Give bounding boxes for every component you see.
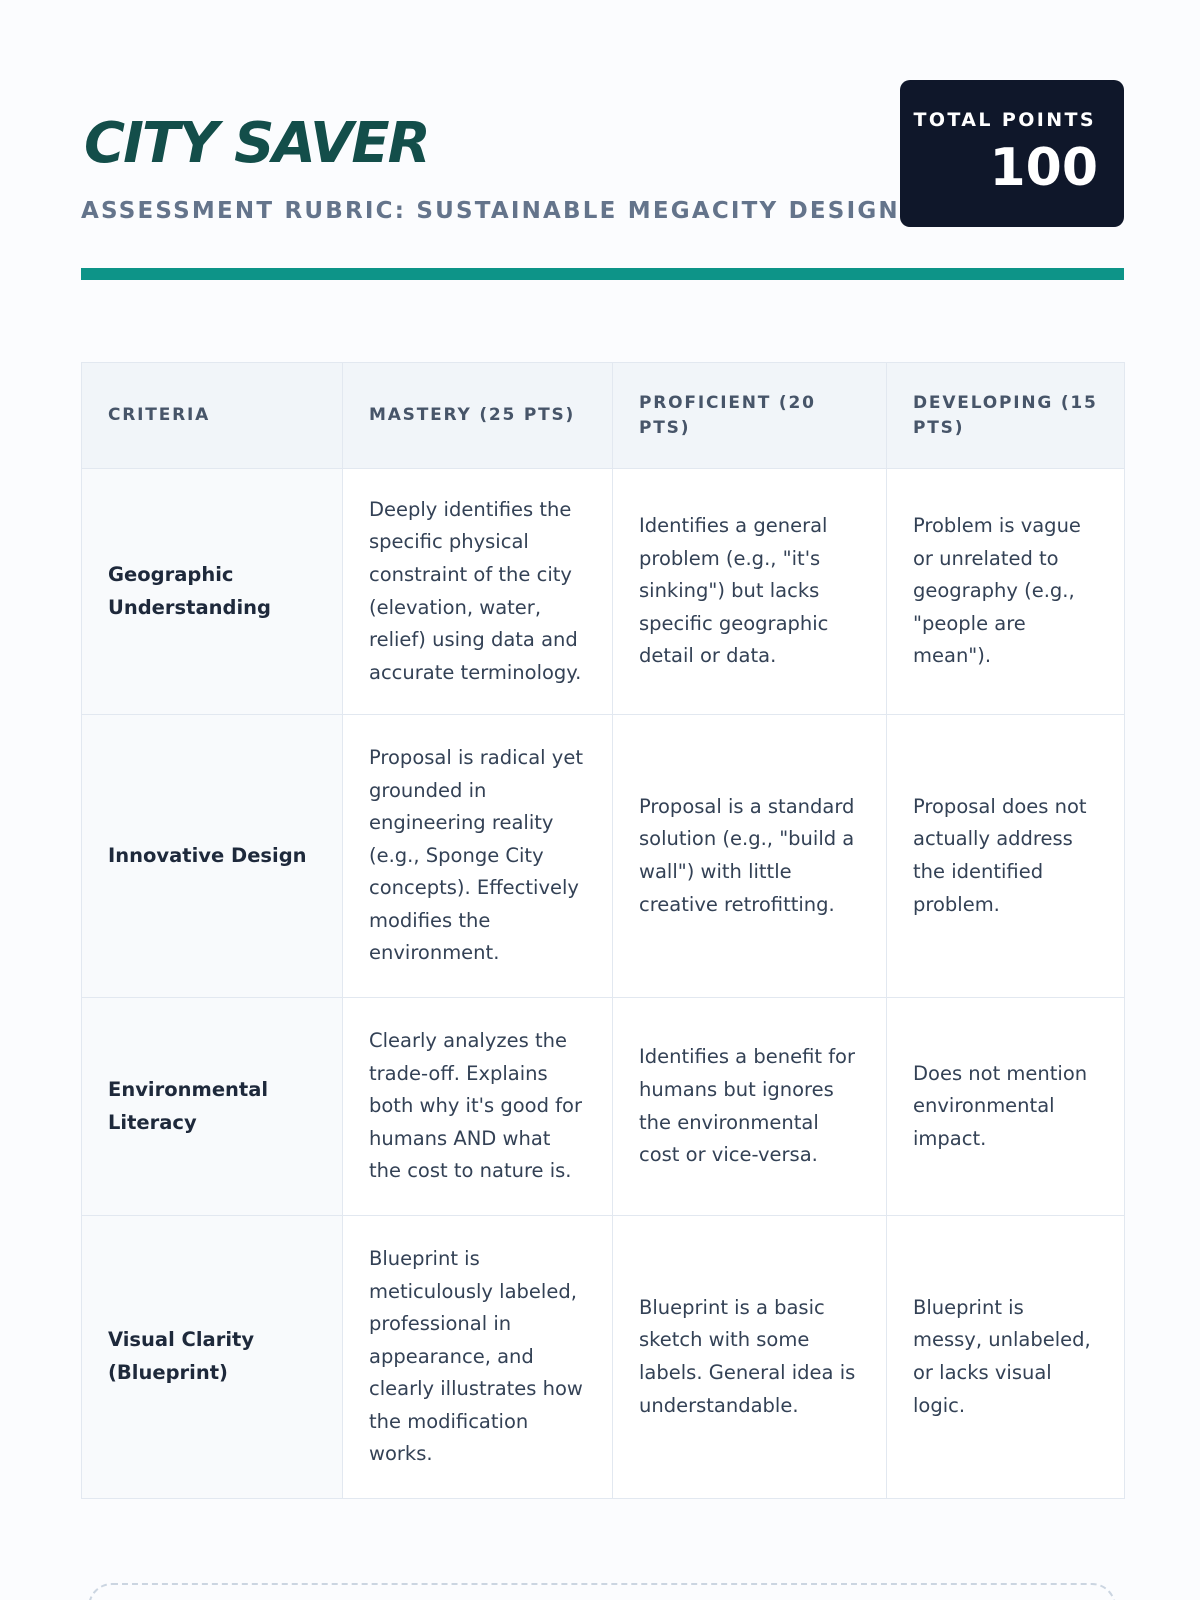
table-row [82, 998, 1125, 1216]
page-title: CITY SAVER [84, 111, 429, 176]
column-header-criteria: CRITERIA [82, 363, 343, 469]
column-header-mastery: MASTERY (25 PTS) [343, 363, 613, 469]
rubric-table [81, 362, 1125, 1499]
notes-box [88, 1583, 1116, 1600]
column-header-proficient: PROFICIENT (20 PTS) [613, 363, 887, 469]
mastery-cell: Proposal is radical yet grounded in engineering reality (e.g., Sponge City concepts). Effectively modifies the environment. [343, 715, 613, 998]
mastery-cell: Deeply identifies the specific physical constraint of the city (elevation, water, relief) using data and accurate terminology. [343, 469, 613, 715]
table-row [82, 1216, 1125, 1499]
total-points-value: 100 [989, 138, 1098, 198]
table-row [82, 469, 1125, 715]
total-points-card [900, 80, 1124, 227]
header-divider [81, 268, 1124, 280]
proficient-cell: Proposal is a standard solution (e.g., "build a wall") with little creative retrofitting. [613, 715, 887, 998]
total-points-label: TOTAL POINTS [913, 109, 1096, 131]
proficient-cell: Identifies a general problem (e.g., "it's sinking") but lacks specific geographic detail or data. [613, 469, 887, 715]
page-subtitle: ASSESSMENT RUBRIC: SUSTAINABLE MEGACITY DESIGN [81, 198, 900, 224]
table-row [82, 715, 1125, 998]
table-header-row [82, 363, 1125, 469]
criteria-cell: Innovative Design [82, 715, 343, 998]
developing-cell: Blueprint is messy, unlabeled, or lacks visual logic. [887, 1216, 1125, 1499]
table-header [82, 363, 1125, 469]
table-body [82, 469, 1125, 1499]
developing-cell: Proposal does not actually address the identified problem. [887, 715, 1125, 998]
mastery-cell: Blueprint is meticulously labeled, professional in appearance, and clearly illustrates how the modification works. [343, 1216, 613, 1499]
proficient-cell: Blueprint is a basic sketch with some labels. General idea is understandable. [613, 1216, 887, 1499]
criteria-cell: Visual Clarity (Blueprint) [82, 1216, 343, 1499]
developing-cell: Does not mention environmental impact. [887, 998, 1125, 1216]
criteria-cell: Environmental Literacy [82, 998, 343, 1216]
header [81, 80, 1124, 280]
criteria-cell: Geographic Understanding [82, 469, 343, 715]
proficient-cell: Identifies a benefit for humans but ignores the environmental cost or vice-versa. [613, 998, 887, 1216]
column-header-developing: DEVELOPING (15 PTS) [887, 363, 1125, 469]
developing-cell: Problem is vague or unrelated to geography (e.g., "people are mean"). [887, 469, 1125, 715]
mastery-cell: Clearly analyzes the trade-off. Explains both why it's good for humans AND what the cost to nature is. [343, 998, 613, 1216]
